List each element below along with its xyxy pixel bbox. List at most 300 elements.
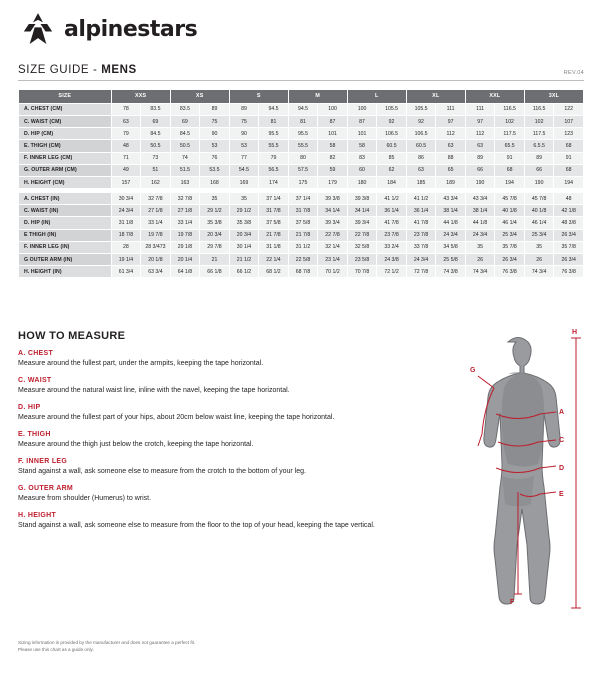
table-cell: 30 3/4 — [111, 193, 141, 205]
table-cell: 89 — [229, 103, 259, 115]
table-cell: 97 — [465, 115, 495, 127]
table-cell: 58 — [318, 140, 348, 152]
table-cell: 35 3/8 — [229, 217, 259, 229]
table-col-header-xs: XS — [170, 90, 229, 104]
table-cell: 45 7/8 — [524, 193, 554, 205]
table-cell: 84.5 — [170, 128, 200, 140]
table-cell: 25 3/4 — [524, 229, 554, 241]
row-label: F. INNER LEG (CM) — [19, 152, 112, 164]
table-cell: 24 3/4 — [406, 254, 436, 266]
table-cell: 77 — [229, 152, 259, 164]
table-row — [19, 254, 584, 266]
table-cell: 74 — [170, 152, 200, 164]
table-col-header-xl: XL — [406, 90, 465, 104]
table-cell: 79 — [259, 152, 289, 164]
measure-instruction-text: Measure around the natural waist line, inline with the navel, keeping the tape horizontal. — [18, 386, 290, 394]
row-label: C. WAIST (IN) — [19, 205, 112, 217]
table-cell: 89 — [524, 152, 554, 164]
table-cell: 84.5 — [141, 128, 171, 140]
page-title-category: MENS — [101, 64, 137, 76]
row-label: D. HIP (IN) — [19, 217, 112, 229]
table-cell: 42 1/8 — [554, 205, 584, 217]
table-cell: 36 1/4 — [406, 205, 436, 217]
table-cell: 76 — [200, 152, 230, 164]
table-cell: 107 — [554, 115, 584, 127]
table-cell: 111 — [465, 103, 495, 115]
table-cell: 37 5/8 — [259, 217, 289, 229]
brand-logo — [18, 12, 197, 46]
table-cell: 21 7/8 — [259, 229, 289, 241]
table-cell: 55.5 — [259, 140, 289, 152]
table-cell: 32 5/8 — [347, 241, 377, 253]
table-cell: 23 7/8 — [406, 229, 436, 241]
table-cell: 37 1/4 — [288, 193, 318, 205]
measure-instruction — [18, 404, 448, 422]
table-row — [19, 266, 584, 278]
label-h: H — [572, 329, 578, 336]
table-cell: 62 — [377, 164, 407, 176]
row-label: G. OUTER ARM (CM) — [19, 164, 112, 176]
table-cell: 21 — [200, 254, 230, 266]
table-cell: 175 — [288, 176, 318, 188]
table-cell: 184 — [377, 176, 407, 188]
table-cell: 68 — [495, 164, 525, 176]
table-cell: 38 1/4 — [436, 205, 466, 217]
table-col-header-m: M — [288, 90, 347, 104]
table-cell: 68 — [554, 164, 584, 176]
table-cell: 59 — [318, 164, 348, 176]
table-cell: 35 7/8 — [554, 241, 584, 253]
table-cell: 180 — [347, 176, 377, 188]
measure-instruction-text: Measure around the fullest part of your hips, about 20cm below waist line, keeping the tape horizontal. — [18, 413, 335, 421]
table-cell: 43 3/4 — [465, 193, 495, 205]
table-cell: 71 — [111, 152, 141, 164]
table-row — [19, 241, 584, 253]
measure-instruction — [18, 431, 448, 449]
table-cell: 63 3/4 — [141, 266, 171, 278]
table-cell: 41 1/2 — [377, 193, 407, 205]
measure-instruction-title: G. OUTER ARM — [18, 485, 74, 493]
measure-instruction — [18, 377, 448, 395]
table-cell: 63 — [465, 140, 495, 152]
table-cell: 39 3/8 — [347, 193, 377, 205]
body-diagram-svg — [452, 326, 584, 616]
table-cell: 53 — [229, 140, 259, 152]
table-cell: 94.5 — [259, 103, 289, 115]
size-chart-head — [19, 90, 584, 104]
table-cell: 44 1/8 — [465, 217, 495, 229]
row-label: A. CHEST (CM) — [19, 103, 112, 115]
row-label: H. HEIGHT (IN) — [19, 266, 112, 278]
table-cell: 36 1/4 — [377, 205, 407, 217]
table-cell: 30 1/4 — [229, 241, 259, 253]
table-cell: 31 7/8 — [288, 205, 318, 217]
measure-instruction-title: D. HIP — [18, 404, 41, 412]
table-cell: 68 7/8 — [288, 266, 318, 278]
table-cell: 64 1/8 — [170, 266, 200, 278]
table-cell: 21 7/8 — [288, 229, 318, 241]
table-cell: 169 — [229, 176, 259, 188]
table-cell: 33 1/4 — [141, 217, 171, 229]
size-chart-body — [19, 103, 584, 278]
table-cell: 29 1/2 — [229, 205, 259, 217]
label-e: E — [559, 491, 564, 498]
table-cell: 163 — [170, 176, 200, 188]
table-row — [19, 140, 584, 152]
table-cell: 60 — [347, 164, 377, 176]
table-cell: 55.5 — [288, 140, 318, 152]
measure-instruction-text: Measure around the fullest part, under the armpits, keeping the tape horizontal. — [18, 359, 264, 367]
table-cell: 27 1/8 — [170, 205, 200, 217]
row-label: E. THIGH (CM) — [19, 140, 112, 152]
measure-instruction — [18, 512, 448, 530]
table-cell: 21 1/2 — [229, 254, 259, 266]
table-cell: 43 3/4 — [436, 193, 466, 205]
table-cell: 86 — [406, 152, 436, 164]
table-cell: 106.5 — [377, 128, 407, 140]
measure-instruction-title: C. WAIST — [18, 377, 52, 385]
table-cell: 35 3/8 — [200, 217, 230, 229]
table-cell: 65 — [436, 164, 466, 176]
table-cell: 48 — [554, 193, 584, 205]
table-cell: 18 7/8 — [111, 229, 141, 241]
row-label: D. HIP (CM) — [19, 128, 112, 140]
table-cell: 78 — [111, 103, 141, 115]
table-cell: 63 — [436, 140, 466, 152]
table-cell: 88 — [436, 152, 466, 164]
table-cell: 79 — [111, 128, 141, 140]
table-col-header-l: L — [347, 90, 406, 104]
table-col-header-size: SIZE — [19, 90, 112, 104]
table-cell: 20 1/8 — [141, 254, 171, 266]
table-cell: 74 3/8 — [436, 266, 466, 278]
table-cell: 26 3/4 — [554, 254, 584, 266]
table-cell: 35 — [200, 193, 230, 205]
table-cell: 41 7/8 — [377, 217, 407, 229]
table-cell: 39 3/4 — [347, 217, 377, 229]
table-cell: 190 — [524, 176, 554, 188]
table-cell: 35 7/8 — [495, 241, 525, 253]
label-c: C — [559, 437, 565, 444]
table-cell: 97 — [436, 115, 466, 127]
table-cell: 31 1/8 — [259, 241, 289, 253]
table-cell: 76 3/8 — [495, 266, 525, 278]
table-cell: 19 7/8 — [170, 229, 200, 241]
table-cell: 81 — [259, 115, 289, 127]
table-cell: 31 1/2 — [288, 241, 318, 253]
measure-instruction-title: F. INNER LEG — [18, 458, 68, 466]
table-cell: 35 — [465, 241, 495, 253]
label-d: D — [559, 465, 565, 472]
table-cell: 6.5.5 — [524, 140, 554, 152]
page-title — [18, 64, 137, 76]
footer-disclaimer — [18, 640, 418, 653]
table-cell: 89 — [200, 103, 230, 115]
row-label: F. INNER LEG (IN) — [19, 241, 112, 253]
table-cell: 31 1/8 — [111, 217, 141, 229]
table-cell: 31 7/8 — [259, 205, 289, 217]
table-cell: 32 1/4 — [318, 241, 348, 253]
table-cell: 53 — [200, 140, 230, 152]
table-cell: 22 5/8 — [288, 254, 318, 266]
page-title-prefix: SIZE GUIDE - — [18, 64, 102, 76]
table-row — [19, 205, 584, 217]
table-cell: 69 — [170, 115, 200, 127]
measure-instruction-text: Measure from shoulder (Humerus) to wrist. — [18, 494, 152, 502]
table-col-header-3xl: 3XL — [524, 90, 583, 104]
table-cell: 53.5 — [200, 164, 230, 176]
body-silhouette — [484, 338, 560, 605]
table-cell: 32 7/8 — [170, 193, 200, 205]
row-label: E THIGH (IN) — [19, 229, 112, 241]
table-cell: 44 1/8 — [436, 217, 466, 229]
table-cell: 73 — [141, 152, 171, 164]
body-measurement-diagram — [452, 326, 584, 616]
table-cell: 24 3/4 — [465, 229, 495, 241]
table-cell: 51 — [141, 164, 171, 176]
table-cell: 39 3/4 — [318, 217, 348, 229]
table-cell: 162 — [141, 176, 171, 188]
table-cell: 63 — [111, 115, 141, 127]
table-cell: 29 1/2 — [200, 205, 230, 217]
table-cell: 95.5 — [259, 128, 289, 140]
table-cell: 123 — [554, 128, 584, 140]
measure-instruction — [18, 458, 448, 476]
table-cell: 29 7/8 — [200, 241, 230, 253]
measure-instruction — [18, 485, 448, 503]
table-cell: 75 — [229, 115, 259, 127]
table-cell: 87 — [318, 115, 348, 127]
table-cell: 91 — [554, 152, 584, 164]
table-cell: 20 3/4 — [229, 229, 259, 241]
table-cell: 90 — [200, 128, 230, 140]
table-cell: 190 — [465, 176, 495, 188]
table-cell: 60.5 — [406, 140, 436, 152]
table-cell: 168 — [200, 176, 230, 188]
table-cell: 26 — [465, 254, 495, 266]
table-cell: 28 — [111, 241, 141, 253]
table-cell: 34 1/4 — [318, 205, 348, 217]
table-row — [19, 176, 584, 188]
table-cell: 19 1/4 — [111, 254, 141, 266]
table-cell: 34 1/4 — [347, 205, 377, 217]
table-cell: 112 — [436, 128, 466, 140]
table-cell: 35 — [229, 193, 259, 205]
measure-instruction-title: H. HEIGHT — [18, 512, 57, 520]
table-row — [19, 193, 584, 205]
table-cell: 38 1/4 — [465, 205, 495, 217]
table-cell: 92 — [377, 115, 407, 127]
table-cell: 26 3/4 — [495, 254, 525, 266]
footer-line-2: Please use this chart as a guide only. — [18, 646, 94, 652]
row-label: G OUTER ARM (IN) — [19, 254, 112, 266]
measure-instruction-text: Stand against a wall, ask someone else to measure from the crotch to the bottom of your leg. — [18, 467, 306, 475]
table-cell: 41 1/2 — [406, 193, 436, 205]
table-cell: 174 — [259, 176, 289, 188]
table-cell: 112 — [465, 128, 495, 140]
table-col-header-xxl: XXL — [465, 90, 524, 104]
table-cell: 27 1/8 — [141, 205, 171, 217]
table-col-header-xxs: XXS — [111, 90, 170, 104]
table-row — [19, 115, 584, 127]
table-cell: 83.5 — [141, 103, 171, 115]
table-cell: 33 2/4 — [377, 241, 407, 253]
table-cell: 89 — [465, 152, 495, 164]
table-cell: 40 1/8 — [524, 205, 554, 217]
page-title-bar — [18, 64, 584, 81]
table-cell: 70 7/8 — [347, 266, 377, 278]
table-cell: 74 3/4 — [524, 266, 554, 278]
table-row — [19, 217, 584, 229]
table-cell: 117.5 — [495, 128, 525, 140]
table-cell: 81 — [288, 115, 318, 127]
table-cell: 157 — [111, 176, 141, 188]
table-row — [19, 128, 584, 140]
table-cell: 26 3/4 — [554, 229, 584, 241]
table-cell: 194 — [554, 176, 584, 188]
table-cell: 63 — [406, 164, 436, 176]
table-cell: 74 3/4 — [465, 266, 495, 278]
table-cell: 51.5 — [170, 164, 200, 176]
table-cell: 116.5 — [495, 103, 525, 115]
table-cell: 111 — [436, 103, 466, 115]
label-a: A — [559, 409, 565, 416]
table-cell: 46 1/4 — [524, 217, 554, 229]
brand-name: alpinestars — [64, 16, 198, 42]
table-cell: 29 1/8 — [170, 241, 200, 253]
table-cell: 95.5 — [288, 128, 318, 140]
table-cell: 49 — [111, 164, 141, 176]
table-cell: 28 3/473 — [141, 241, 171, 253]
table-cell: 48 — [111, 140, 141, 152]
measure-instruction — [18, 350, 448, 368]
row-label: H. HEIGHT (CM) — [19, 176, 112, 188]
table-cell: 69 — [141, 115, 171, 127]
table-cell: 57.5 — [288, 164, 318, 176]
table-cell: 179 — [318, 176, 348, 188]
measure-instruction-title: A. CHEST — [18, 350, 54, 357]
table-row — [19, 152, 584, 164]
table-cell: 102 — [495, 115, 525, 127]
table-cell: 34 5/8 — [436, 241, 466, 253]
table-cell: 91 — [495, 152, 525, 164]
table-cell: 23 7/8 — [377, 229, 407, 241]
table-cell: 66 — [465, 164, 495, 176]
table-cell: 35 — [524, 241, 554, 253]
size-chart-table — [18, 89, 584, 278]
table-cell: 100 — [347, 103, 377, 115]
table-cell: 105.5 — [406, 103, 436, 115]
table-cell: 66 1/2 — [229, 266, 259, 278]
table-cell: 92 — [406, 115, 436, 127]
table-cell: 105.5 — [377, 103, 407, 115]
measure-instruction-text: Stand against a wall, ask someone else to measure from the floor to the top of your head, keeping the tape vertical. — [18, 521, 375, 529]
table-cell: 61 3/4 — [111, 266, 141, 278]
table-row — [19, 229, 584, 241]
table-cell: 80 — [288, 152, 318, 164]
table-cell: 194 — [495, 176, 525, 188]
table-cell: 94.5 — [288, 103, 318, 115]
table-cell: 87 — [347, 115, 377, 127]
table-cell: 116.5 — [524, 103, 554, 115]
table-cell: 39 3/8 — [318, 193, 348, 205]
label-f: F — [510, 599, 515, 606]
table-cell: 24 3/4 — [436, 229, 466, 241]
table-cell: 37 5/8 — [288, 217, 318, 229]
table-cell: 40 1/8 — [495, 205, 525, 217]
table-cell: 58 — [347, 140, 377, 152]
table-cell: 83 — [347, 152, 377, 164]
table-cell: 83.5 — [170, 103, 200, 115]
table-cell: 26 — [524, 254, 554, 266]
table-cell: 20 3/4 — [200, 229, 230, 241]
table-cell: 65.5 — [495, 140, 525, 152]
table-cell: 72 1/2 — [377, 266, 407, 278]
table-cell: 76 3/8 — [554, 266, 584, 278]
table-row — [19, 103, 584, 115]
table-cell: 102 — [524, 115, 554, 127]
table-cell: 48 3/8 — [554, 217, 584, 229]
table-cell: 70 1/2 — [318, 266, 348, 278]
table-cell: 32 7/8 — [141, 193, 171, 205]
table-cell: 68 — [554, 140, 584, 152]
label-g: G — [470, 367, 476, 374]
table-cell: 45 7/8 — [495, 193, 525, 205]
table-cell: 50.5 — [170, 140, 200, 152]
table-cell: 22 1/4 — [259, 254, 289, 266]
table-cell: 25 5/8 — [436, 254, 466, 266]
table-cell: 66 — [524, 164, 554, 176]
table-cell: 22 7/8 — [318, 229, 348, 241]
table-cell: 72 7/8 — [406, 266, 436, 278]
table-cell: 66 1/8 — [200, 266, 230, 278]
table-cell: 25 3/4 — [495, 229, 525, 241]
footer-line-1: Sizing information is provided by the manufacturer and does not guarantee a perfect fit. — [18, 640, 196, 645]
table-cell: 19 7/8 — [141, 229, 171, 241]
alpinestars-logo-icon — [18, 12, 58, 46]
table-row — [19, 164, 584, 176]
row-label: C. WAIST (CM) — [19, 115, 112, 127]
table-cell: 68 1/2 — [259, 266, 289, 278]
table-cell: 75 — [200, 115, 230, 127]
table-cell: 100 — [318, 103, 348, 115]
measure-instruction-text: Measure around the thigh just below the crotch, keeping the tape horizontal. — [18, 440, 254, 448]
table-cell: 90 — [229, 128, 259, 140]
table-cell: 41 7/8 — [406, 217, 436, 229]
howto-heading: HOW TO MEASURE — [18, 330, 126, 342]
table-cell: 101 — [347, 128, 377, 140]
table-cell: 106.5 — [406, 128, 436, 140]
table-cell: 20 1/4 — [170, 254, 200, 266]
table-cell: 185 — [406, 176, 436, 188]
table-cell: 22 7/8 — [347, 229, 377, 241]
row-label: A. CHEST (IN) — [19, 193, 112, 205]
table-cell: 37 1/4 — [259, 193, 289, 205]
measure-instruction-title: E. THIGH — [18, 431, 51, 439]
table-cell: 85 — [377, 152, 407, 164]
table-header-row — [19, 90, 584, 104]
table-cell: 117.5 — [524, 128, 554, 140]
table-col-header-s: S — [229, 90, 288, 104]
table-cell: 54.5 — [229, 164, 259, 176]
table-cell: 24 3/8 — [377, 254, 407, 266]
table-cell: 46 1/4 — [495, 217, 525, 229]
table-cell: 189 — [436, 176, 466, 188]
table-cell: 60.5 — [377, 140, 407, 152]
table-cell: 24 3/4 — [111, 205, 141, 217]
table-cell: 56.5 — [259, 164, 289, 176]
table-cell: 33 1/4 — [170, 217, 200, 229]
